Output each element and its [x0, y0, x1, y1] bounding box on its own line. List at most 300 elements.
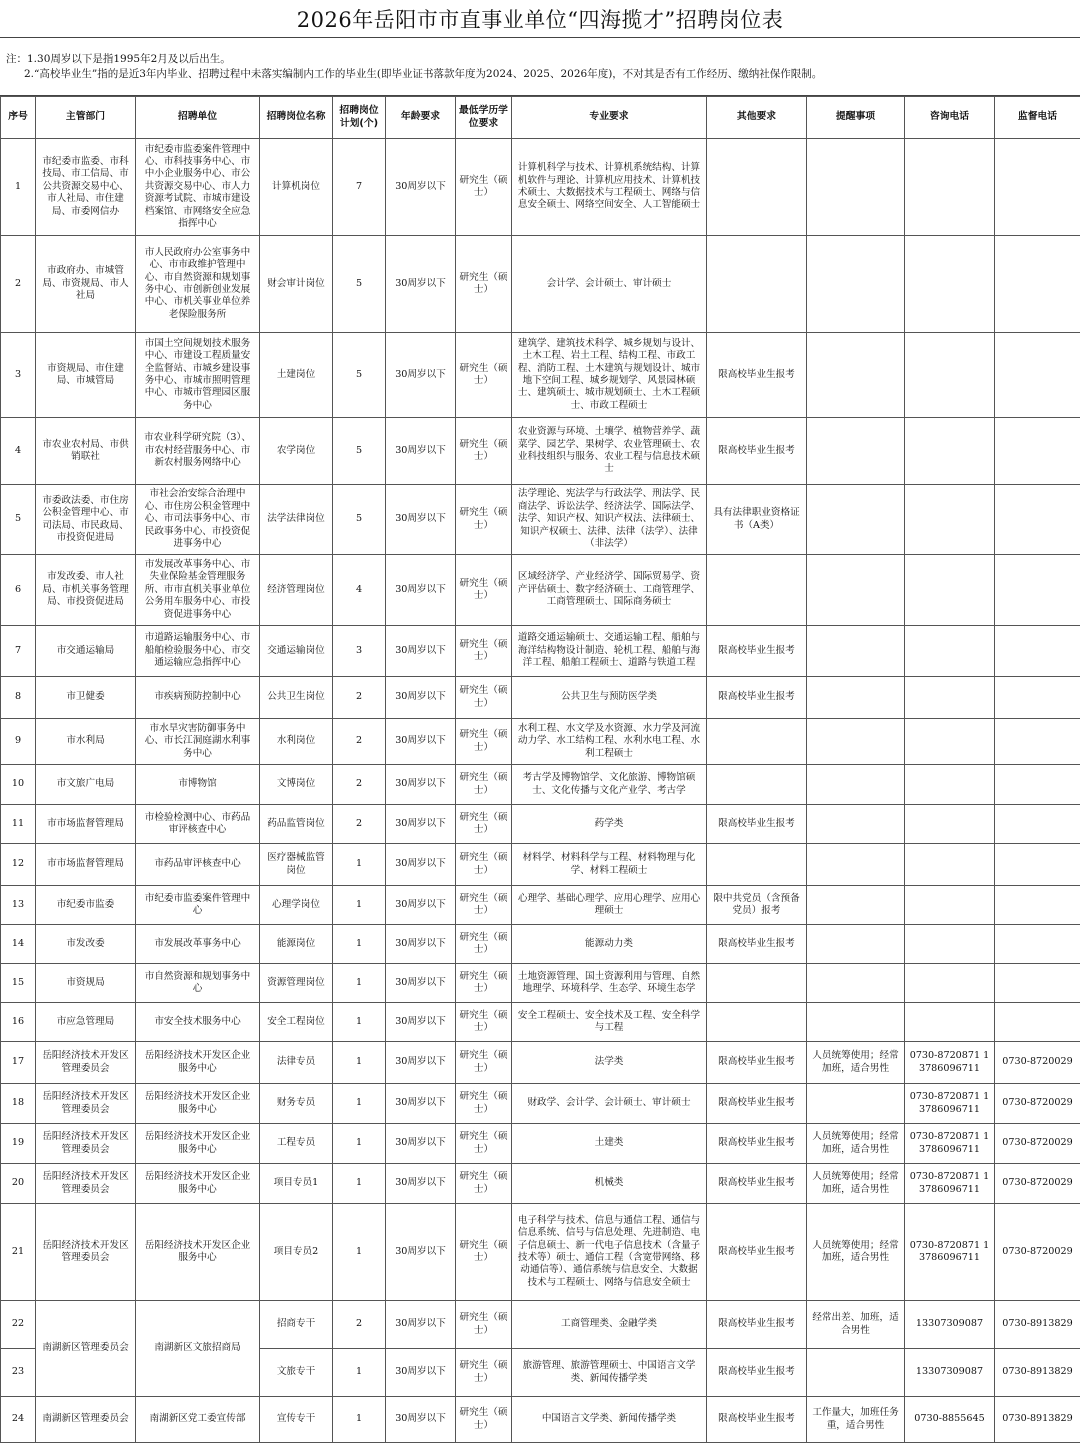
cell-supervise: 0730-8913829 — [995, 1301, 1080, 1349]
cell-edu: 研究生（硕士） — [456, 1301, 512, 1349]
cell-dept: 市纪委市监委 — [36, 886, 136, 925]
table-row — [1, 555, 1080, 626]
cell-remind — [807, 139, 905, 236]
cell-supervise — [995, 626, 1080, 677]
cell-other: 限高校毕业生报考 — [707, 1397, 807, 1443]
cell-dept: 市应急管理局 — [36, 1003, 136, 1042]
cell-supervise — [995, 418, 1080, 485]
table-row — [1, 1397, 1080, 1443]
cell-no: 2 — [1, 236, 36, 333]
cell-post: 宣传专干 — [260, 1397, 333, 1443]
cell-age: 30周岁以下 — [386, 1349, 456, 1397]
cell-edu: 研究生（硕士） — [456, 925, 512, 964]
notes-block — [0, 38, 1080, 96]
cell-dept: 南湖新区管理委员会 — [36, 1397, 136, 1443]
cell-dept: 市政府办、市城管局、市资规局、市人社局 — [36, 236, 136, 333]
cell-post: 交通运输岗位 — [260, 626, 333, 677]
cell-other — [707, 844, 807, 886]
cell-no: 1 — [1, 139, 36, 236]
cell-majors: 公共卫生与预防医学类 — [512, 677, 707, 719]
cell-remind — [807, 677, 905, 719]
cell-consult — [905, 844, 995, 886]
cell-count: 2 — [333, 805, 386, 844]
cell-no: 20 — [1, 1164, 36, 1204]
cell-supervise — [995, 765, 1080, 805]
cell-remind — [807, 844, 905, 886]
cell-edu: 研究生（硕士） — [456, 333, 512, 418]
cell-consult — [905, 925, 995, 964]
cell-age: 30周岁以下 — [386, 1042, 456, 1084]
cell-no: 4 — [1, 418, 36, 485]
cell-supervise — [995, 677, 1080, 719]
cell-age: 30周岁以下 — [386, 805, 456, 844]
cell-dept: 市文旅广电局 — [36, 765, 136, 805]
cell-dept: 市纪委市监委、市科技局、市工信局、市公共资源交易中心、市人社局、市住建局、市委网信办 — [36, 139, 136, 236]
cell-unit: 市安全技术服务中心 — [136, 1003, 260, 1042]
cell-majors: 道路交通运输硕士、交通运输工程、船舶与海洋结构物设计制造、轮机工程、船舶与海洋工程、船舶工程硕士、道路与铁道工程 — [512, 626, 707, 677]
cell-other: 限高校毕业生报考 — [707, 333, 807, 418]
cell-supervise — [995, 485, 1080, 555]
table-row — [1, 626, 1080, 677]
cell-supervise: 0730-8913829 — [995, 1397, 1080, 1443]
cell-remind — [807, 925, 905, 964]
cell-dept: 市卫健委 — [36, 677, 136, 719]
cell-supervise — [995, 925, 1080, 964]
cell-majors: 农业资源与环境、土壤学、植物营养学、蔬菜学、园艺学、果树学、农业管理硕士、农业科技组织与服务、农业工程与信息技术硕士 — [512, 418, 707, 485]
cell-dept: 市发改委 — [36, 925, 136, 964]
cell-age: 30周岁以下 — [386, 1003, 456, 1042]
cell-post: 文旅专干 — [260, 1349, 333, 1397]
cell-unit: 市人民政府办公室事务中心、市市政维护管理中心、市自然资源和规划事务中心、市创新创业发展中心、市机关事业单位养老保险服务所 — [136, 236, 260, 333]
cell-unit: 市博物馆 — [136, 765, 260, 805]
cell-remind — [807, 805, 905, 844]
cell-post: 农学岗位 — [260, 418, 333, 485]
cell-supervise — [995, 139, 1080, 236]
cell-majors: 心理学、基础心理学、应用心理学、应用心理硕士 — [512, 886, 707, 925]
cell-majors: 土地资源管理、国土资源利用与管理、自然地理学、环境科学、生态学、环境生态学 — [512, 964, 707, 1003]
cell-remind — [807, 485, 905, 555]
cell-majors: 旅游管理、旅游管理硕士、中国语言文学类、新闻传播学类 — [512, 1349, 707, 1397]
cell-other: 限高校毕业生报考 — [707, 1204, 807, 1301]
cell-edu: 研究生（硕士） — [456, 1042, 512, 1084]
cell-majors: 法学理论、宪法学与行政法学、刑法学、民商法学、诉讼法学、经济法学、国际法学、法学、知识产权、知识产权法、法律硕士、知识产权硕士、法律、法律（法学）、法律（非法学） — [512, 485, 707, 555]
cell-unit: 市纪委市监委案件管理中心 — [136, 886, 260, 925]
cell-dept: 市市场监督管理局 — [36, 844, 136, 886]
cell-count: 5 — [333, 485, 386, 555]
cell-supervise — [995, 805, 1080, 844]
cell-consult — [905, 139, 995, 236]
cell-other: 限高校毕业生报考 — [707, 925, 807, 964]
note-2: 2.“高校毕业生”指的是近3年内毕业、招聘过程中未落实编制内工作的毕业生(即毕业证书落款年度为2024、2025、2026年度)，不对其是否有工作经历、缴纳社保作限制。 — [24, 68, 823, 80]
cell-count: 7 — [333, 139, 386, 236]
cell-age: 30周岁以下 — [386, 418, 456, 485]
table-row — [1, 1204, 1080, 1301]
cell-edu: 研究生（硕士） — [456, 1397, 512, 1443]
cell-post: 法律专员 — [260, 1042, 333, 1084]
cell-no: 5 — [1, 485, 36, 555]
cell-consult — [905, 418, 995, 485]
cell-no: 6 — [1, 555, 36, 626]
cell-majors: 区域经济学、产业经济学、国际贸易学、资产评估硕士、数字经济硕士、工商管理学、工商管理硕士、国际商务硕士 — [512, 555, 707, 626]
cell-consult — [905, 1003, 995, 1042]
cell-remind — [807, 1349, 905, 1397]
cell-edu: 研究生（硕士） — [456, 236, 512, 333]
cell-age: 30周岁以下 — [386, 1397, 456, 1443]
cell-consult — [905, 805, 995, 844]
cell-other: 限高校毕业生报考 — [707, 626, 807, 677]
cell-supervise: 0730-8720029 — [995, 1164, 1080, 1204]
cell-consult — [905, 626, 995, 677]
cell-count: 1 — [333, 1042, 386, 1084]
cell-supervise — [995, 719, 1080, 765]
cell-unit: 市水旱灾害防御事务中心、市长江洞庭湖水利事务中心 — [136, 719, 260, 765]
table-row — [1, 1003, 1080, 1042]
cell-count: 2 — [333, 1301, 386, 1349]
cell-other: 限高校毕业生报考 — [707, 418, 807, 485]
cell-age: 30周岁以下 — [386, 1164, 456, 1204]
cell-other: 限高校毕业生报考 — [707, 1164, 807, 1204]
cell-unit: 市药品审评核查中心 — [136, 844, 260, 886]
cell-no: 9 — [1, 719, 36, 765]
cell-count: 1 — [333, 1397, 386, 1443]
cell-edu: 研究生（硕士） — [456, 1003, 512, 1042]
cell-other: 限高校毕业生报考 — [707, 1301, 807, 1349]
cell-remind: 人员统筹使用；经常加班，适合男性 — [807, 1164, 905, 1204]
cell-edu: 研究生（硕士） — [456, 886, 512, 925]
cell-count: 1 — [333, 886, 386, 925]
cell-post: 安全工程岗位 — [260, 1003, 333, 1042]
cell-unit: 岳阳经济技术开发区企业服务中心 — [136, 1204, 260, 1301]
cell-post: 财务专员 — [260, 1084, 333, 1124]
cell-unit: 岳阳经济技术开发区企业服务中心 — [136, 1124, 260, 1164]
cell-no: 15 — [1, 964, 36, 1003]
cell-majors: 电子科学与技术、信息与通信工程、通信与信息系统、信号与信息处理、先进制造、电子信息硕士、新一代电子信息技术（含量子技术等）硕士、通信工程（含宽带网络、移动通信等）、通信系统与信息安全、大数据技术与工程硕士、网络与信息安全硕士 — [512, 1204, 707, 1301]
cell-edu: 研究生（硕士） — [456, 1084, 512, 1124]
cell-no: 3 — [1, 333, 36, 418]
cell-count: 4 — [333, 555, 386, 626]
cell-edu: 研究生（硕士） — [456, 1349, 512, 1397]
cell-other — [707, 555, 807, 626]
cell-supervise — [995, 555, 1080, 626]
cell-other: 限高校毕业生报考 — [707, 1349, 807, 1397]
cell-edu: 研究生（硕士） — [456, 1124, 512, 1164]
cell-consult: 0730-8720871 13786096711 — [905, 1124, 995, 1164]
cell-post: 财会审计岗位 — [260, 236, 333, 333]
cell-other — [707, 765, 807, 805]
header-remind: 提醒事项 — [807, 97, 905, 139]
cell-consult — [905, 555, 995, 626]
cell-remind — [807, 765, 905, 805]
cell-post: 法学法律岗位 — [260, 485, 333, 555]
cell-supervise: 0730-8913829 — [995, 1349, 1080, 1397]
cell-majors: 法学类 — [512, 1042, 707, 1084]
table-row — [1, 886, 1080, 925]
header-post: 招聘岗位名称 — [260, 97, 333, 139]
header-count: 招聘岗位计划(个) — [333, 97, 386, 139]
table-body — [1, 139, 1080, 1443]
cell-consult: 0730-8720871 13786096711 — [905, 1164, 995, 1204]
cell-majors: 土建类 — [512, 1124, 707, 1164]
table-row — [1, 236, 1080, 333]
table-row — [1, 719, 1080, 765]
cell-unit: 市道路运输服务中心、市船舶检验服务中心、市交通运输应急指挥中心 — [136, 626, 260, 677]
table-row — [1, 485, 1080, 555]
cell-no: 21 — [1, 1204, 36, 1301]
cell-dept: 市交通运输局 — [36, 626, 136, 677]
header-dept: 主管部门 — [36, 97, 136, 139]
table-row — [1, 964, 1080, 1003]
cell-majors: 会计学、会计硕士、审计硕士 — [512, 236, 707, 333]
cell-consult: 13307309087 — [905, 1349, 995, 1397]
cell-remind — [807, 333, 905, 418]
table-row — [1, 139, 1080, 236]
cell-supervise — [995, 886, 1080, 925]
cell-count: 1 — [333, 964, 386, 1003]
cell-remind — [807, 418, 905, 485]
cell-no: 18 — [1, 1084, 36, 1124]
table-row — [1, 765, 1080, 805]
cell-no: 23 — [1, 1349, 36, 1397]
cell-unit: 岳阳经济技术开发区企业服务中心 — [136, 1084, 260, 1124]
cell-count: 2 — [333, 677, 386, 719]
cell-other: 具有法律职业资格证书（A类） — [707, 485, 807, 555]
cell-unit: 市自然资源和规划事务中心 — [136, 964, 260, 1003]
cell-consult — [905, 333, 995, 418]
cell-edu: 研究生（硕士） — [456, 418, 512, 485]
cell-age: 30周岁以下 — [386, 677, 456, 719]
cell-unit: 市发展改革事务中心、市失业保险基金管理服务所、市市直机关事业单位公务用车服务中心、市投资促进事务中心 — [136, 555, 260, 626]
table-row — [1, 1084, 1080, 1124]
cell-count: 1 — [333, 1124, 386, 1164]
note-1: 注：1.30周岁以下是指1995年2月及以后出生。 — [6, 53, 231, 65]
cell-age: 30周岁以下 — [386, 555, 456, 626]
cell-supervise — [995, 844, 1080, 886]
header-other: 其他要求 — [707, 97, 807, 139]
cell-edu: 研究生（硕士） — [456, 1204, 512, 1301]
cell-age: 30周岁以下 — [386, 626, 456, 677]
cell-edu: 研究生（硕士） — [456, 677, 512, 719]
cell-post: 药品监管岗位 — [260, 805, 333, 844]
cell-count: 1 — [333, 1164, 386, 1204]
cell-post: 文博岗位 — [260, 765, 333, 805]
cell-consult: 0730-8720871 13786096711 — [905, 1084, 995, 1124]
page-title: 2026年岳阳市市直事业单位“四海揽才”招聘岗位表 — [0, 0, 1080, 38]
cell-remind — [807, 626, 905, 677]
cell-remind: 工作量大，加班任务重，适合男性 — [807, 1397, 905, 1443]
cell-post: 心理学岗位 — [260, 886, 333, 925]
cell-post: 计算机岗位 — [260, 139, 333, 236]
cell-count: 1 — [333, 1003, 386, 1042]
cell-unit: 市社会治安综合治理中心、市住房公积金管理中心、市司法事务中心、市民政事务中心、市投资促进事务中心 — [136, 485, 260, 555]
cell-unit: 市检验检测中心、市药品审评核查中心 — [136, 805, 260, 844]
cell-no: 17 — [1, 1042, 36, 1084]
cell-post: 工程专员 — [260, 1124, 333, 1164]
cell-other — [707, 1003, 807, 1042]
cell-edu: 研究生（硕士） — [456, 765, 512, 805]
cell-consult: 0730-8720871 13786096711 — [905, 1042, 995, 1084]
cell-dept: 市水利局 — [36, 719, 136, 765]
cell-age: 30周岁以下 — [386, 139, 456, 236]
cell-count: 1 — [333, 1204, 386, 1301]
cell-age: 30周岁以下 — [386, 886, 456, 925]
cell-majors: 工商管理类、金融学类 — [512, 1301, 707, 1349]
header-consult: 咨询电话 — [905, 97, 995, 139]
cell-count: 5 — [333, 236, 386, 333]
cell-age: 30周岁以下 — [386, 719, 456, 765]
cell-consult — [905, 677, 995, 719]
cell-post: 土建岗位 — [260, 333, 333, 418]
cell-count: 1 — [333, 844, 386, 886]
cell-other — [707, 139, 807, 236]
table-row — [1, 844, 1080, 886]
header-no: 序号 — [1, 97, 36, 139]
cell-age: 30周岁以下 — [386, 964, 456, 1003]
cell-supervise — [995, 236, 1080, 333]
cell-remind: 人员统筹使用；经常加班，适合男性 — [807, 1042, 905, 1084]
cell-no: 16 — [1, 1003, 36, 1042]
cell-count: 1 — [333, 925, 386, 964]
cell-no: 22 — [1, 1301, 36, 1349]
cell-unit: 南湖新区文旅招商局 — [136, 1301, 260, 1397]
cell-other: 限高校毕业生报考 — [707, 805, 807, 844]
header-majors: 专业要求 — [512, 97, 707, 139]
cell-remind — [807, 1003, 905, 1042]
cell-consult — [905, 485, 995, 555]
cell-edu: 研究生（硕士） — [456, 555, 512, 626]
cell-age: 30周岁以下 — [386, 236, 456, 333]
cell-edu: 研究生（硕士） — [456, 719, 512, 765]
cell-age: 30周岁以下 — [386, 1124, 456, 1164]
cell-other: 限高校毕业生报考 — [707, 1084, 807, 1124]
cell-consult — [905, 236, 995, 333]
cell-unit: 岳阳经济技术开发区企业服务中心 — [136, 1042, 260, 1084]
cell-no: 24 — [1, 1397, 36, 1443]
table-row — [1, 1042, 1080, 1084]
cell-consult: 0730-8855645 — [905, 1397, 995, 1443]
table-row — [1, 805, 1080, 844]
cell-supervise: 0730-8720029 — [995, 1084, 1080, 1124]
cell-consult: 0730-8720871 13786096711 — [905, 1204, 995, 1301]
cell-majors: 计算机科学与技术、计算机系统结构、计算机软件与理论、计算机应用技术、计算机技术硕士、大数据技术与工程硕士、网络与信息安全硕士、网络空间安全、人工智能硕士 — [512, 139, 707, 236]
cell-no: 7 — [1, 626, 36, 677]
cell-post: 招商专干 — [260, 1301, 333, 1349]
cell-other: 限高校毕业生报考 — [707, 677, 807, 719]
cell-count: 1 — [333, 1084, 386, 1124]
cell-supervise — [995, 1003, 1080, 1042]
cell-edu: 研究生（硕士） — [456, 485, 512, 555]
cell-majors: 财政学、会计学、会计硕士、审计硕士 — [512, 1084, 707, 1124]
cell-edu: 研究生（硕士） — [456, 1164, 512, 1204]
cell-count: 2 — [333, 719, 386, 765]
cell-remind — [807, 964, 905, 1003]
cell-supervise: 0730-8720029 — [995, 1124, 1080, 1164]
cell-dept: 市市场监督管理局 — [36, 805, 136, 844]
cell-age: 30周岁以下 — [386, 1301, 456, 1349]
cell-supervise — [995, 964, 1080, 1003]
cell-dept: 岳阳经济技术开发区管理委员会 — [36, 1164, 136, 1204]
cell-no: 11 — [1, 805, 36, 844]
cell-supervise — [995, 333, 1080, 418]
cell-dept: 岳阳经济技术开发区管理委员会 — [36, 1124, 136, 1164]
cell-other: 限高校毕业生报考 — [707, 1124, 807, 1164]
cell-consult — [905, 886, 995, 925]
header-edu: 最低学历学位要求 — [456, 97, 512, 139]
cell-dept: 岳阳经济技术开发区管理委员会 — [36, 1204, 136, 1301]
cell-other: 限高校毕业生报考 — [707, 1042, 807, 1084]
cell-remind — [807, 555, 905, 626]
cell-dept: 南湖新区管理委员会 — [36, 1301, 136, 1397]
cell-count: 5 — [333, 418, 386, 485]
cell-count: 5 — [333, 333, 386, 418]
cell-majors: 建筑学、建筑技术科学、城乡规划与设计、土木工程、岩土工程、结构工程、市政工程、消防工程、土木建筑与规划设计、城市地下空间工程、城乡规划学、风景园林硕士、建筑硕士、城市规划硕士、土木工程硕士、市政工程硕士 — [512, 333, 707, 418]
cell-majors: 考古学及博物馆学、文化旅游、博物馆硕士、文化传播与文化产业学、考古学 — [512, 765, 707, 805]
cell-dept: 岳阳经济技术开发区管理委员会 — [36, 1084, 136, 1124]
cell-dept: 市发改委、市人社局、市机关事务管理局、市投资促进局 — [36, 555, 136, 626]
cell-post: 资源管理岗位 — [260, 964, 333, 1003]
cell-dept: 市资规局、市住建局、市城管局 — [36, 333, 136, 418]
cell-no: 14 — [1, 925, 36, 964]
table-row — [1, 1301, 1080, 1349]
table-row — [1, 1164, 1080, 1204]
cell-supervise: 0730-8720029 — [995, 1042, 1080, 1084]
cell-edu: 研究生（硕士） — [456, 964, 512, 1003]
cell-remind — [807, 886, 905, 925]
cell-no: 8 — [1, 677, 36, 719]
cell-post: 医疗器械监管岗位 — [260, 844, 333, 886]
cell-unit: 南湖新区党工委宣传部 — [136, 1397, 260, 1443]
cell-remind — [807, 1084, 905, 1124]
cell-no: 13 — [1, 886, 36, 925]
cell-dept: 市农业农村局、市供销联社 — [36, 418, 136, 485]
table-row — [1, 677, 1080, 719]
cell-post: 经济管理岗位 — [260, 555, 333, 626]
cell-remind — [807, 719, 905, 765]
cell-unit: 市纪委市监委案件管理中心、市科技事务中心、市中小企业服务中心、市公共资源交易中心、市人力资源考试院、市城市建设档案馆、市网络安全应急指挥中心 — [136, 139, 260, 236]
cell-no: 12 — [1, 844, 36, 886]
cell-consult — [905, 964, 995, 1003]
cell-unit: 市发展改革事务中心 — [136, 925, 260, 964]
cell-remind: 经常出差、加班，适合男性 — [807, 1301, 905, 1349]
cell-consult — [905, 765, 995, 805]
cell-count: 2 — [333, 765, 386, 805]
cell-majors: 材料学、材料科学与工程、材料物理与化学、材料工程硕士 — [512, 844, 707, 886]
cell-unit: 市农业科学研究院（3）、市农村经营服务中心、市新农村服务网络中心 — [136, 418, 260, 485]
cell-supervise: 0730-8720029 — [995, 1204, 1080, 1301]
cell-count: 1 — [333, 1349, 386, 1397]
cell-dept: 市委政法委、市住房公积金管理中心、市司法局、市民政局、市投资促进局 — [36, 485, 136, 555]
cell-age: 30周岁以下 — [386, 1084, 456, 1124]
cell-count: 3 — [333, 626, 386, 677]
cell-majors: 中国语言文学类、新闻传播学类 — [512, 1397, 707, 1443]
cell-remind: 人员统筹使用；经常加班，适合男性 — [807, 1124, 905, 1164]
header-unit: 招聘单位 — [136, 97, 260, 139]
header-age: 年龄要求 — [386, 97, 456, 139]
cell-no: 19 — [1, 1124, 36, 1164]
cell-other: 限中共党员（含预备党员）报考 — [707, 886, 807, 925]
cell-age: 30周岁以下 — [386, 844, 456, 886]
cell-age: 30周岁以下 — [386, 1204, 456, 1301]
cell-other — [707, 236, 807, 333]
cell-edu: 研究生（硕士） — [456, 805, 512, 844]
cell-majors: 药学类 — [512, 805, 707, 844]
cell-dept: 岳阳经济技术开发区管理委员会 — [36, 1042, 136, 1084]
cell-age: 30周岁以下 — [386, 925, 456, 964]
header-row — [1, 97, 1080, 139]
cell-edu: 研究生（硕士） — [456, 844, 512, 886]
header-supervise: 监督电话 — [995, 97, 1080, 139]
cell-unit: 岳阳经济技术开发区企业服务中心 — [136, 1164, 260, 1204]
table-row — [1, 333, 1080, 418]
